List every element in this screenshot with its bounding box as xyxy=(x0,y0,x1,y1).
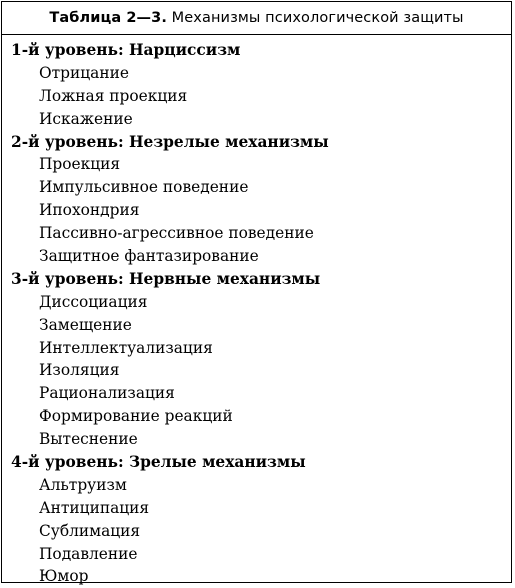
list-item: Юмор xyxy=(39,567,89,586)
level-heading-2: 2-й уровень: Незрелые механизмы xyxy=(11,132,329,151)
list-item: Искажение xyxy=(39,109,133,128)
level-heading-1: 1-й уровень: Нарциссизм xyxy=(11,41,241,59)
list-item: Сублимация xyxy=(39,521,141,540)
list-item: Ложная проекция xyxy=(39,86,188,105)
table-caption xyxy=(2,2,511,35)
list-item: Изоляция xyxy=(39,361,120,380)
level-heading-3: 3-й уровень: Нервные механизмы xyxy=(11,269,321,288)
list-item: Пассивно-агрессивное поведение xyxy=(39,224,314,243)
list-item: Ипохондрия xyxy=(39,201,140,220)
list-item: Отрицание xyxy=(39,63,129,82)
list-item: Подавление xyxy=(39,544,138,563)
list-item: Антиципация xyxy=(39,498,150,517)
defense-mechanisms-table xyxy=(1,1,512,586)
list-item: Формирование реакций xyxy=(39,407,233,426)
level-heading-4: 4-й уровень: Зрелые механизмы xyxy=(11,453,306,472)
table-number: Таблица 2—3. xyxy=(49,10,167,26)
list-item: Защитное фантазирование xyxy=(39,247,259,266)
list-item: Альтруизм xyxy=(39,475,127,494)
list-item: Замещение xyxy=(39,315,132,334)
list-item: Рационализация xyxy=(39,384,175,403)
table-title: Механизмы психологической защиты xyxy=(171,10,464,26)
list-item: Интеллектуализация xyxy=(39,338,213,357)
mechanism-list xyxy=(2,35,511,588)
list-item: Вытеснение xyxy=(39,430,138,449)
list-item: Импульсивное поведение xyxy=(39,178,249,197)
list-item: Диссоциация xyxy=(39,292,148,311)
list-item: Проекция xyxy=(39,155,121,174)
